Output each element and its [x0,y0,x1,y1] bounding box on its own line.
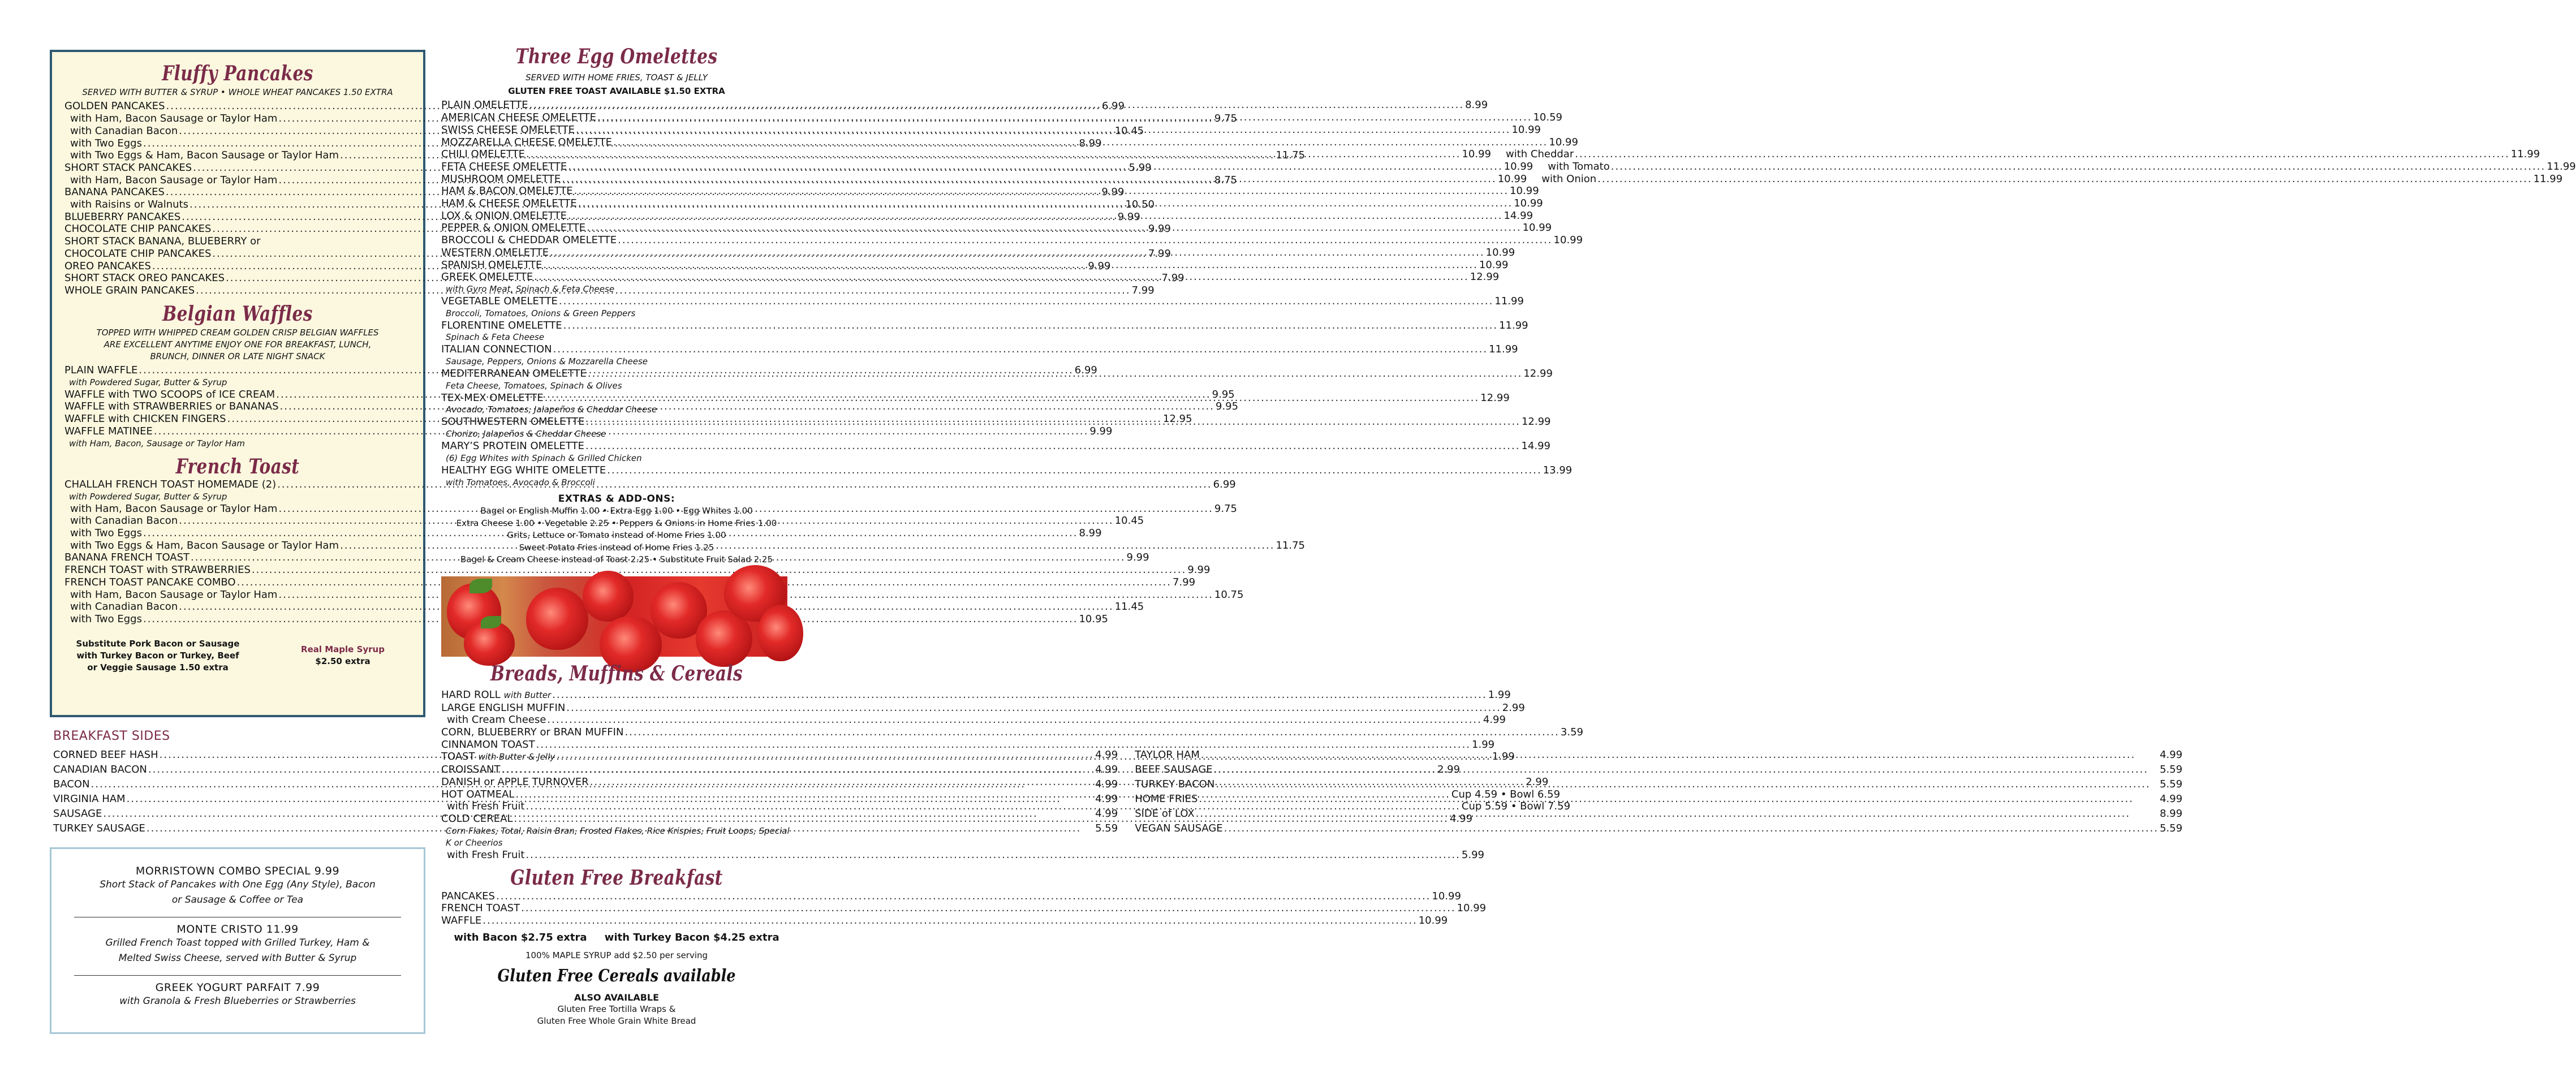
special-title: MONTE CRISTO 11.99 [176,923,299,936]
extras-line: Bagel or English Muffin 1.00 • Extra Egg 1.00 • Egg Whites 1.00 [480,506,753,516]
item-price: 12.99 [1521,416,1551,428]
item-name: GOLDEN PANCAKES [64,100,165,113]
item-name: BACON [53,778,90,790]
item-price: 11.99 [1494,295,1524,307]
special-desc: Short Stack of Pancakes with One Egg (Any Style), Bacon or Sausage & Coffee or Tea [100,879,376,906]
item-price: 10.99 [1549,136,1578,148]
item-name: TOAST [441,751,475,763]
extras-block [441,493,792,566]
item-name: FETA CHEESE OMELETTE [441,160,567,173]
item-price: 7.99 [1173,576,1196,588]
item-name: HAM & CHEESE OMELETTE [441,197,577,210]
item-price: 7.99 [1148,247,1171,260]
dot-leader [563,320,1498,332]
item-name: CHILI OMELETTE [441,148,525,161]
item-name: with Fresh Fruit [447,800,525,813]
item-price: 10.99 [1418,915,1448,927]
dot-leader [556,751,1491,763]
menu-item [64,588,1244,601]
gluten-free-title: Gluten Free Breakfast [510,866,723,890]
item-name: MOZZARELLA CHEESE OMELETTE [441,136,612,148]
item-price: 4.99 [1095,808,1118,820]
item-price: Cup 5.59 • Bowl 7.59 [1461,800,1571,813]
pancakes-note: SERVED WITH BUTTER & SYRUP • WHOLE WHEAT PANCAKES 1.50 EXTRA [82,87,393,98]
item-price: 10.99 [1553,234,1583,247]
menu-item-variant [1527,173,2562,186]
item-name: WESTERN OMELETTE [441,246,549,258]
item-name: CORN, BLUEBERRY or BRAN MUFFIN [441,726,624,739]
item-name: PLAIN WAFFLE [64,364,138,377]
item-name: TAYLOR HAM [1135,749,1200,761]
item-name: PANCAKES [441,890,495,902]
dot-leader [536,739,1471,751]
dot-leader [483,915,1417,927]
menu-item [64,564,1211,576]
item-name: WAFFLE [441,915,482,927]
item-price: 10.99 [1510,185,1539,197]
dot-leader [543,259,1477,272]
item-name: with Raisins or Walnuts [70,199,189,211]
menu-item [441,173,1527,186]
item-name: GREEK OMELETTE [441,271,533,283]
item-price: 4.99 [2160,793,2183,805]
substitute-note: Substitute Pork Bacon or Sausage with Turkey Bacon or Turkey, Beef or Veggie Sausage 1.50 extra [76,638,240,673]
item-price: 8.99 [1465,99,1488,111]
item-price: 9.75 [1214,113,1237,125]
extras-title: EXTRAS & ADD-ONS: [558,493,675,505]
dot-leader [547,714,1481,726]
item-price: 9.95 [1216,400,1239,413]
dot-leader [613,136,1548,149]
menu-item [441,701,1525,714]
item-name: with Two Eggs [70,613,142,625]
item-price: 9.99 [1117,210,1140,223]
item-name: with Two Eggs & Ham, Bacon Sausage or Taylor Ham [70,149,339,162]
item-price: 14.99 [1521,440,1550,453]
dot-leader [587,222,1521,234]
dot-leader [553,343,1488,356]
item-price: 9.95 [1212,388,1235,400]
dot-leader [1597,173,2532,186]
item-price: 10.99 [1522,222,1552,234]
item-price: 10.59 [1533,111,1562,124]
item-price: 2.99 [1502,701,1525,714]
item-description: Avocado, Tomatoes, Jalapeños & Cheddar Cheese [446,404,657,415]
dot-leader [1611,161,2545,173]
item-name: with Two Eggs & Ham, Bacon Sausage or Taylor Ham [70,539,339,551]
extras-line: Extra Cheese 1.00 • Vegetable 2.25 • Peppers & Onions in Home Fries 1.00 [456,518,777,528]
dot-leader [588,368,1522,380]
menu-item [441,848,1484,861]
item-price: 8.75 [1214,174,1237,186]
waffles-note: TOPPED WITH WHIPPED CREAM GOLDEN CRISP BELGIAN WAFFLES ARE EXCELLENT ANYTIME ENJOY ONE FOR BREAKFAST, LUNCH, BRUNCH, DINNER OR LATE NIGHT SNACK [96,327,379,362]
item-description: with Tomatoes, Avocado & Broccoli [446,477,595,488]
item-description: Feta Cheese, Tomatoes, Spinach & Olives [446,380,622,391]
item-price: 6.99 [1213,478,1236,490]
dot-leader [566,702,1501,714]
item-price: 11.75 [1276,539,1305,551]
dot-leader [618,234,1552,247]
item-name: WAFFLE with TWO SCOOPS of ICE CREAM [64,388,275,400]
item-name: SPANISH OMELETTE [441,258,542,271]
item-price: 1.99 [1472,738,1495,751]
special-desc: Grilled French Toast topped with Grilled Turkey, Ham & Melted Swiss Cheese, served with Butter & Syrup [105,937,370,964]
breads-title: Breads, Muffins & Cereals [490,661,743,686]
item-price: 10.99 [1462,148,1491,161]
item-price: 2.99 [1526,775,1549,788]
also-available [441,992,792,1027]
item-price: 10.99 [1432,890,1461,902]
menu-item [441,800,1571,813]
menu-item [441,726,1583,739]
item-name: TEX-MEX OMELETTE [441,391,544,404]
item-name: ITALIAN CONNECTION [441,343,552,356]
item-name: with Canadian Bacon [70,124,178,137]
menu-item [441,295,1524,308]
maple-syrup-note [286,638,399,674]
item-price: 10.99 [1497,173,1527,185]
item-name: BROCCOLI & CHEDDAR OMELETTE [441,234,617,247]
item-name: LOX & ONION OMELETTE [441,209,567,222]
item-price: Cup 4.59 • Bowl 6.59 [1451,788,1561,800]
dot-leader [585,416,1520,428]
maple-syrup-serving-note: 100% MAPLE SYRUP add $2.50 per serving [525,950,708,960]
french-toast-title: French Toast [175,454,300,479]
item-price: 8.99 [1079,137,1102,149]
item-name: VEGETABLE OMELETTE [441,295,558,307]
gluten-free-addons: with Bacon $2.75 extra with Turkey Bacon $4.25 extra [454,931,779,943]
item-name: MUSHROOM OMELETTE [441,173,561,185]
item-price: 10.99 [1511,123,1541,136]
item-price: 14.99 [1504,209,1533,222]
item-name: with Ham, Bacon Sausage or Taylor Ham [70,174,278,186]
dot-leader [550,247,1484,259]
item-price: 10.99 [1479,258,1509,271]
item-price: 11.99 [2533,173,2563,185]
item-name: HEALTHY EGG WHITE OMELETTE [441,464,606,476]
item-price: 7.99 [1131,284,1155,296]
item-name: HARD ROLL [441,688,501,701]
maple-syrup-title: Real Maple Syrup [301,644,385,654]
dot-leader [521,902,1455,915]
item-price: 12.99 [1523,368,1553,380]
item-name: CHOCOLATE CHIP PANCAKES [64,223,212,235]
breakfast-sides-title: BREAKFAST SIDES [53,729,170,743]
item-price: 12.95 [1163,413,1192,425]
dot-leader [585,440,1520,453]
dot-leader [578,197,1513,210]
item-price: 11.99 [2510,148,2540,161]
menu-item [441,464,1573,477]
item-name: SHORT STACK BANANA, BLUEBERRY or [64,235,261,248]
item-name: with Two Eggs [70,527,142,540]
item-price: 9.99 [1088,260,1111,272]
item-price: 10.99 [1514,197,1543,210]
dot-leader [597,111,1532,124]
item-name: COLD CEREAL [441,812,513,825]
gluten-free-cereals: Gluten Free Cereals available [497,966,736,986]
menu-item [441,343,1518,356]
item-name: VIRGINIA HAM [53,793,126,805]
dot-leader [576,124,1510,136]
item-price: 9.99 [1187,564,1211,576]
waffles-title: Belgian Waffles [162,301,313,326]
menu-item [441,890,1461,903]
item-name: MARY’S PROTEIN OMELETTE [441,440,584,453]
dot-leader [607,464,1541,477]
gluten-free-list [441,890,1487,927]
item-price: 5.59 [2160,822,2183,834]
extras-line: Sweet Potato Fries instead of Home Fries 1.25 [519,542,714,553]
item-price: 1.99 [1492,751,1515,763]
item-price: 11.45 [1114,601,1144,613]
also-available-line: Gluten Free Whole Grain White Bread [537,1015,696,1026]
item-name: PLAIN OMELETTE [441,99,528,111]
omelettes-note: SERVED WITH HOME FRIES, TOAST & JELLY [525,72,708,83]
extras-line: Bagel & Cream Cheese instead of Toast 2.25 • Substitute Fruit Salad 2.25 [460,554,773,565]
dot-leader [574,185,1509,197]
dot-leader [526,148,1461,161]
item-name: FRENCH TOAST with STRAWBERRIES [64,564,251,576]
dot-leader [1575,148,2509,161]
item-name: FRENCH TOAST [441,902,520,915]
item-description: Corn Flakes, Total, Raisin Bran, Frosted Flakes, Rice Krispies, Fruit Loops, Special K or Cheerios [446,825,790,848]
item-name: with Two Eggs [70,137,142,149]
item-price: 10.99 [1457,902,1487,915]
dot-leader [562,173,1496,186]
item-name: CHOCOLATE CHIP PANCAKES [64,247,212,260]
item-description: (6) Egg Whites with Spinach & Grilled Chicken [446,453,642,463]
item-price: 5.99 [1461,848,1484,861]
item-price: 12.99 [1470,271,1500,283]
menu-item [441,440,1550,453]
dot-leader [534,271,1468,283]
item-price: 4.99 [1095,778,1118,790]
special-title: MORRISTOWN COMBO SPECIAL 9.99 [135,865,340,877]
item-price: 4.99 [1095,764,1118,775]
item-name: TURKEY SAUSAGE [53,822,145,834]
item-price: 9.99 [1126,551,1149,564]
item-name: CHALLAH FRENCH TOAST HOMEMADE (2) [64,478,277,490]
item-name: BANANA FRENCH TOAST [64,551,190,564]
menu-item [64,235,411,248]
item-detail: with Butter [503,689,552,700]
item-name: with Ham, Bacon Sausage or Taylor Ham [70,502,278,515]
item-name: HOME FRIES [1135,793,1198,805]
item-price: 5.59 [2160,764,2183,775]
dot-leader [529,99,1464,111]
item-price: 9.99 [1089,425,1113,437]
item-name: WAFFLE with CHICKEN FINGERS [64,413,226,425]
item-name: with Canadian Bacon [70,515,178,527]
item-price: 3.59 [1560,726,1583,739]
item-price: 11.99 [2547,160,2576,173]
item-name: with Ham, Bacon Sausage or Taylor Ham [70,588,278,601]
specials-box [50,847,425,1034]
dot-leader [545,392,1479,404]
item-name: DANISH or APPLE TURNOVER [441,775,589,788]
item-price: 4.99 [2160,749,2183,761]
dot-leader [502,764,1436,776]
item-description: Spinach & Feta Cheese [446,332,545,343]
item-name: SOUTHWESTERN OMELETTE [441,416,585,428]
item-name: BANANA PANCAKES [64,186,165,199]
menu-item [441,902,1487,915]
item-description: Chorizo, Jalapeños & Cheddar Cheese [446,429,606,439]
item-price: 11.99 [1489,343,1518,356]
item-description: with Powdered Sugar, Butter & Syrup [69,491,227,502]
menu-item [441,319,1528,332]
item-name: CORNED BEEF HASH [53,749,158,761]
item-name: CINNAMON TOAST [441,738,535,751]
item-price: 4.99 [1483,714,1506,726]
item-price: 8.99 [2160,808,2183,820]
item-name: BEEF SAUSAGE [1135,764,1213,775]
item-name: WAFFLE MATINEE [64,425,153,437]
menu-item [441,714,1506,726]
dot-leader [525,849,1460,861]
item-price: 2.99 [1437,764,1461,776]
item-price: 6.99 [1101,100,1125,113]
item-description: Broccoli, Tomatoes, Onions & Green Peppers [446,308,636,318]
item-name: OREO PANCAKES [64,260,151,272]
item-price: 10.95 [1079,613,1108,625]
item-name: WHOLE GRAIN PANCAKES [64,284,195,296]
menu-item [441,161,1533,173]
item-name: BLUEBERRY PANCAKES [64,210,181,223]
item-name: HAM & BACON OMELETTE [441,185,573,197]
item-name: SIDE of LOX [1135,808,1195,820]
omelettes-title: Three Egg Omelettes [515,45,718,68]
divider [74,975,401,976]
extras-line: Grits, Lettuce or Tomato instead of Home Fries 1.00 [507,530,726,541]
item-detail: with Butter & Jelly [478,752,555,762]
item-description: with Gyro Meat, Spinach & Feta Cheese [446,283,615,294]
item-price: 4.99 [1449,812,1473,825]
special-monte-cristo [74,923,401,966]
menu-item [441,738,1495,751]
dot-leader [624,726,1559,739]
dot-leader [496,890,1431,903]
item-price: 10.99 [1485,246,1515,258]
item-name: SHORT STACK PANCAKES [64,161,192,174]
item-price: 12.99 [1480,391,1510,404]
item-price: 10.99 [1504,160,1533,173]
menu-item [64,576,1196,589]
item-name: HOT OATMEAL [441,788,515,800]
item-description: with Powdered Sugar, Butter & Syrup [69,377,227,387]
item-name: CANADIAN BACON [53,764,147,775]
special-title: GREEK YOGURT PARFAIT 7.99 [155,981,320,994]
item-price: 4.99 [1095,793,1118,805]
item-price: 6.99 [1074,364,1097,377]
menu-item [64,601,1144,613]
french-toast-footnotes [64,638,411,674]
item-name: with Canadian Bacon [70,601,178,613]
item-name: with Onion [1541,173,1597,185]
item-price: 13.99 [1543,464,1573,476]
item-price: 11.75 [1276,149,1305,162]
item-name: with Fresh Fruit [447,848,525,861]
item-name: SWISS CHEESE OMELETTE [441,123,575,136]
special-desc: with Granola & Fresh Blueberries or Strawberries [119,996,356,1007]
item-price: 10.45 [1114,124,1144,137]
dot-leader [559,295,1493,308]
item-name: with Tomato [1548,160,1610,173]
dot-leader [568,210,1502,222]
item-price: 10.45 [1114,515,1144,527]
dot-leader [515,788,1450,801]
item-price: 5.99 [1128,161,1152,174]
item-name: WAFFLE with STRAWBERRIES or BANANAS [64,400,279,413]
item-description: with Ham, Bacon, Sausage or Taylor Ham [69,438,245,449]
menu-item [64,613,1108,626]
menu-item [441,915,1448,927]
item-name: with Ham, Bacon Sausage or Taylor Ham [70,113,278,125]
item-name: with Cheddar [1505,148,1574,161]
item-price: 10.50 [1125,199,1155,211]
item-name: FRENCH TOAST PANCAKE COMBO [64,576,236,588]
item-name: with Cream Cheese [447,714,546,726]
menu-item [441,234,1583,247]
item-price: 9.99 [1148,223,1171,235]
menu-item [441,148,1491,161]
dot-leader [514,813,1449,825]
menu-item [441,688,1511,702]
item-price: 4.99 [1095,749,1118,761]
item-price: 9.75 [1214,502,1237,515]
strawberries-image [441,576,787,657]
omelettes-gluten-note: GLUTEN FREE TOAST AVAILABLE $1.50 EXTRA [508,86,725,97]
item-name: FLORENTINE OMELETTE [441,319,562,331]
item-price: 1.99 [1488,688,1511,701]
item-name: MEDITERRANEAN OMELETTE [441,368,587,380]
item-price: 9.99 [1101,186,1125,199]
item-price: 11.99 [1499,319,1528,331]
item-description: Sausage, Peppers, Onions & Mozzarella Cheese [446,356,648,367]
item-name: SAUSAGE [53,808,102,820]
item-price: 5.59 [1095,822,1118,834]
item-name: LARGE ENGLISH MUFFIN [441,701,566,714]
dot-leader [552,689,1487,701]
item-name: CROISSANT [441,764,501,776]
also-available-title: ALSO AVAILABLE [574,992,660,1003]
item-price: 7.99 [1161,272,1184,285]
item-name: TURKEY BACON [1135,778,1215,790]
item-name: PEPPER & ONION OMELETTE [441,222,586,234]
dot-leader [590,776,1524,788]
item-price: 8.99 [1079,527,1102,540]
special-parfait [74,981,401,1009]
menu-item-variant [1491,148,2540,161]
item-name: SHORT STACK OREO PANCAKES [64,272,225,285]
dot-leader [568,161,1502,173]
menu-item-variant [1533,161,2575,173]
item-name: AMERICAN CHEESE OMELETTE [441,111,596,124]
item-price: 10.75 [1214,588,1244,601]
pancakes-title: Fluffy Pancakes [162,62,313,85]
item-price: 5.59 [2160,778,2183,790]
dot-leader [525,800,1460,813]
also-available-line: Gluten Free Tortilla Wraps & [557,1003,676,1014]
special-combo [74,865,401,908]
item-name: VEGAN SAUSAGE [1135,822,1223,834]
maple-syrup-price: $2.50 extra [315,656,371,666]
